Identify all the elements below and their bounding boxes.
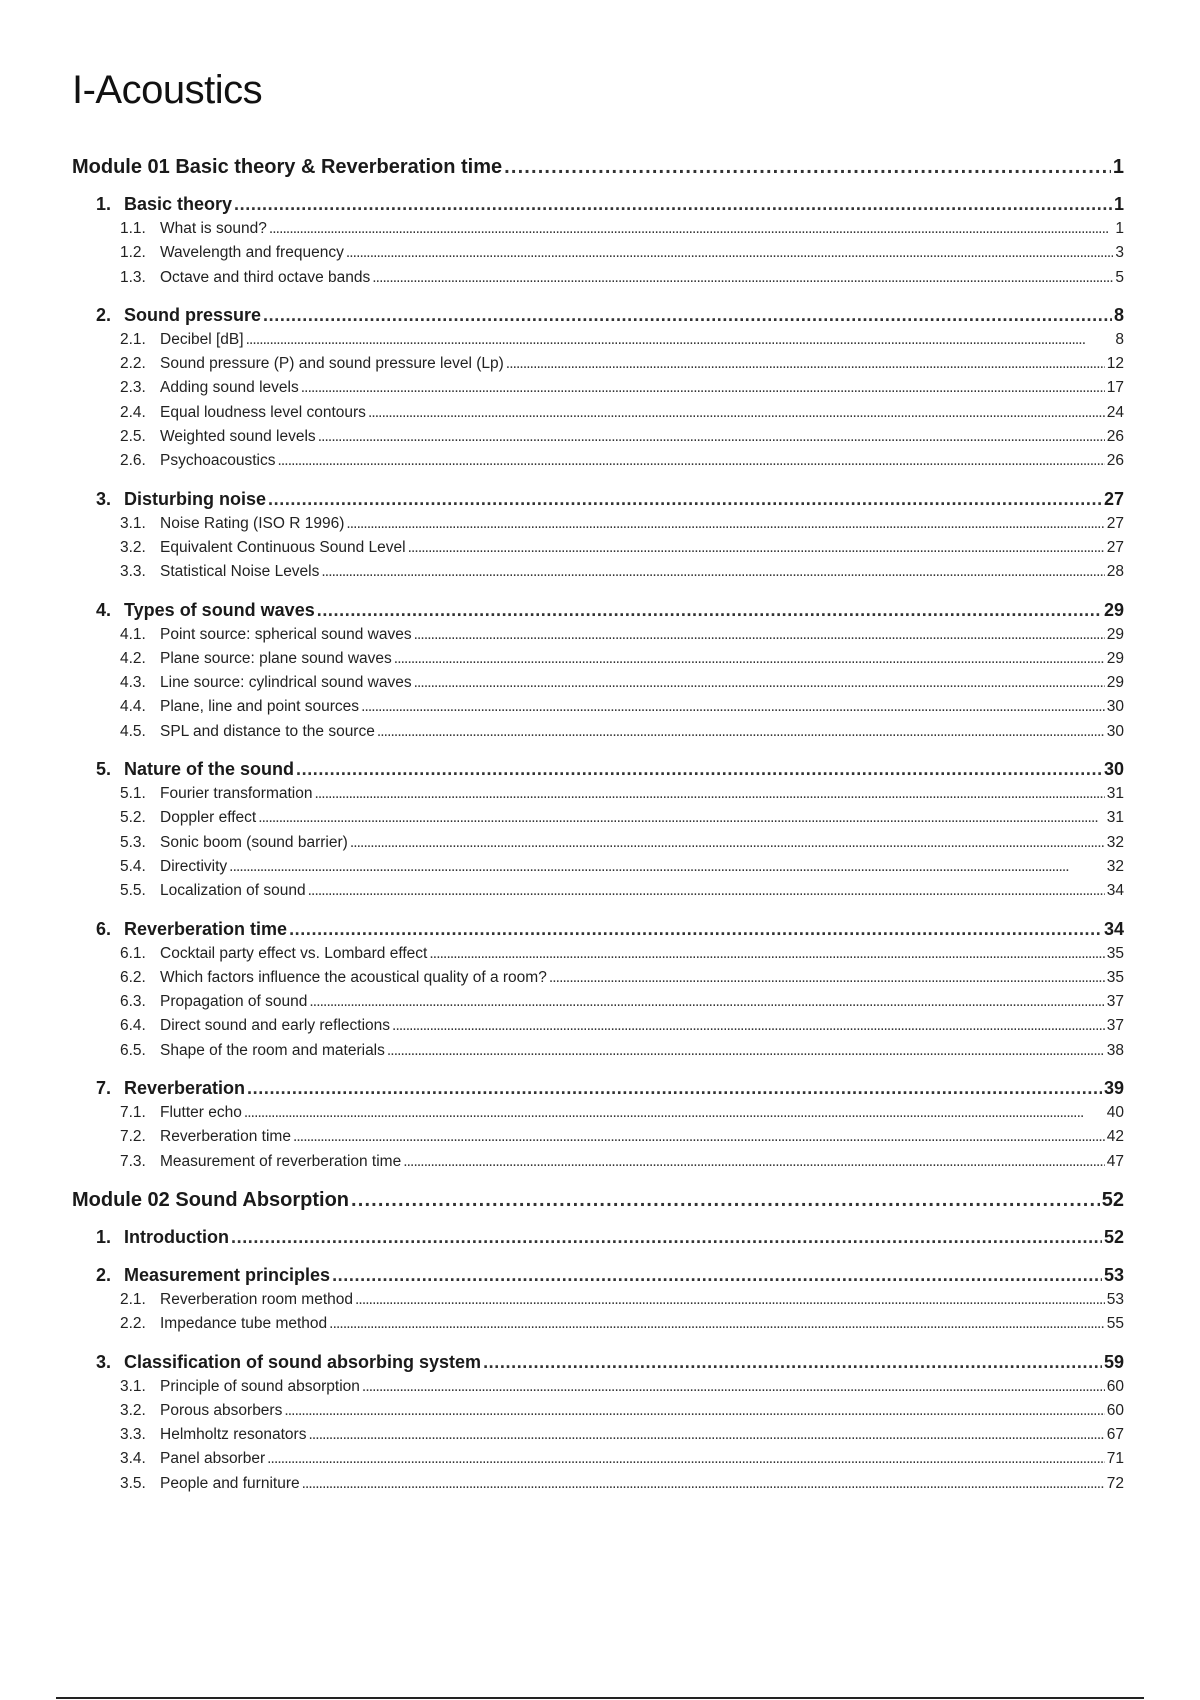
toc-entry-label: Fourier transformation [160,785,313,803]
toc-subsection-entry[interactable] [72,515,1124,539]
dot-leader [372,269,1113,287]
toc-subsection-entry[interactable] [72,379,1124,403]
toc-entry-label: Point source: spherical sound waves [160,625,412,643]
toc-section-entry[interactable] [72,1352,1124,1378]
toc-entry-label: Reverberation [124,1078,246,1099]
toc-entry-number: 3.3. [120,563,146,581]
toc-entry-label: Classification of sound absorbing system [124,1351,482,1372]
dot-leader [269,220,1114,238]
toc-page-number: 55 [1106,1315,1124,1333]
toc-page-number: 53 [1106,1290,1124,1308]
toc-subsection-entry[interactable] [72,698,1124,722]
toc-entry-label: Sound pressure (P) and sound pressure level (Lp) [160,355,504,373]
toc-entry-label: Equal loudness level contours [160,403,366,421]
toc-entry-label: Doppler effect [160,809,257,827]
toc-entry-label: Measurement of reverberation time [160,1152,402,1170]
dot-leader [267,1450,1105,1468]
toc-section-entry[interactable] [72,305,1124,331]
toc-page-number: 27 [1106,538,1124,556]
toc-entry-label: Decibel [dB] [160,330,244,348]
dot-leader [387,1042,1105,1060]
dot-leader [368,404,1105,422]
toc-page-number: 8 [1113,304,1124,325]
toc-entry-number: 1.2. [120,244,146,262]
dot-leader [506,355,1105,373]
toc-entry-label: Statistical Noise Levels [160,563,320,581]
toc-entry-label: Psychoacoustics [160,452,276,470]
dot-leader [244,1104,1105,1122]
toc-subsection-entry[interactable] [72,674,1124,698]
toc-subsection-entry[interactable] [72,355,1124,379]
dot-leader [284,1402,1104,1420]
toc-entry-number: 3.4. [120,1450,146,1468]
toc-page-number: 32 [1106,857,1124,875]
toc-entry-label: Module 01 Basic theory & Reverberation time [72,156,503,178]
toc-entry-number: 5.5. [120,882,146,900]
dot-leader [429,945,1104,963]
dot-leader [268,489,1102,510]
toc-subsection-entry[interactable] [72,969,1124,993]
toc-entry-number: 3.1. [120,514,146,532]
dot-leader [289,919,1102,940]
toc-entry-label: Basic theory [124,194,233,214]
toc-page-number: 53 [1103,1264,1124,1285]
document-title: I-Acoustics [72,68,263,112]
toc-subsection-entry[interactable] [72,1402,1124,1426]
toc-subsection-entry[interactable] [72,244,1124,268]
toc-entry-label: Porous absorbers [160,1401,283,1419]
toc-entry-number: 2. [96,304,112,325]
toc-subsection-entry[interactable] [72,1042,1124,1066]
toc-page-number: 12 [1106,355,1124,373]
toc-subsection-entry[interactable] [72,882,1124,906]
toc-entry-number: 3.3. [120,1426,146,1444]
toc-page-number: 40 [1106,1104,1124,1122]
toc-page-number: 27 [1106,514,1124,532]
toc-page-number: 1 [1112,156,1124,178]
toc-page-number: 24 [1106,403,1124,421]
dot-leader [309,993,1104,1011]
toc-page-number: 59 [1103,1351,1124,1372]
toc-entry-number: 5.4. [120,857,146,875]
toc-entry-label: Measurement principles [124,1264,331,1285]
toc-entry-number: 5.3. [120,833,146,851]
toc-entry-number: 1. [96,194,112,214]
toc-entry-number: 4.1. [120,625,146,643]
dot-leader [332,1265,1102,1286]
dot-leader [246,331,1114,349]
dot-leader [329,1315,1105,1333]
dot-leader [302,1475,1105,1493]
toc-entry-number: 5.2. [120,809,146,827]
toc-entry-number: 2.2. [120,355,146,373]
footer-rule [56,1697,1144,1699]
toc-entry-number: 2.1. [120,1290,146,1308]
toc-section-entry[interactable] [72,1265,1124,1291]
toc-subsection-entry[interactable] [72,1291,1124,1315]
toc-page-number: 27 [1103,488,1124,509]
toc-entry-number: 2.2. [120,1315,146,1333]
toc-subsection-entry[interactable] [72,858,1124,882]
dot-leader [231,1227,1102,1248]
toc-subsection-entry[interactable] [72,404,1124,428]
toc-entry-number: 3.2. [120,538,146,556]
toc-page-number: 72 [1106,1474,1124,1492]
dot-leader [549,969,1105,987]
toc-page-number: 8 [1115,330,1124,348]
toc-subsection-entry[interactable] [72,1128,1124,1152]
toc-page-number: 1 [1113,194,1124,214]
toc-entry-label: Plane, line and point sources [160,698,360,716]
toc-entry-number: 1.3. [120,268,146,286]
toc-subsection-entry[interactable] [72,1450,1124,1474]
toc-page-number: 31 [1106,809,1124,827]
toc-entry-number: 4.4. [120,698,146,716]
toc-page-number: 26 [1106,452,1124,470]
toc-page-number: 29 [1106,674,1124,692]
dot-leader [314,785,1104,803]
toc-entry-number: 6.4. [120,1017,146,1035]
toc-entry-number: 7.1. [120,1104,146,1122]
toc-entry-label: Panel absorber [160,1450,266,1468]
toc-page-number: 1 [1115,220,1124,237]
toc-subsection-entry[interactable] [72,785,1124,809]
dot-leader [263,305,1112,326]
toc-module-entry[interactable] [72,1189,1124,1215]
toc-subsection-entry[interactable] [72,650,1124,674]
toc-entry-label: Reverberation time [160,1128,291,1146]
toc-page-number: 39 [1103,1078,1124,1099]
toc-subsection-entry[interactable] [72,428,1124,452]
dot-leader [362,1378,1105,1396]
toc-page-number: 52 [1103,1226,1124,1247]
dot-leader [346,244,1114,262]
toc-subsection-entry[interactable] [72,539,1124,563]
toc-entry-label: Direct sound and early reflections [160,1017,391,1035]
toc-entry-label: Helmholtz resonators [160,1426,307,1444]
dot-leader [247,1078,1102,1099]
toc-entry-number: 5.1. [120,785,146,803]
dot-leader [229,858,1105,876]
toc-section-entry[interactable] [72,194,1124,220]
toc-subsection-entry[interactable] [72,1315,1124,1339]
toc-entry-label: Disturbing noise [124,488,267,509]
toc-entry-label: Principle of sound absorption [160,1377,360,1395]
toc-module-entry[interactable] [72,156,1124,182]
toc-entry-number: 6.2. [120,968,146,986]
toc-entry-label: SPL and distance to the source [160,722,375,740]
toc-entry-label: Weighted sound levels [160,428,316,446]
dot-leader [296,759,1102,780]
toc-subsection-entry[interactable] [72,452,1124,476]
toc-page-number: 28 [1106,563,1124,581]
toc-entry-label: What is sound? [160,220,267,237]
toc-subsection-entry[interactable] [72,834,1124,858]
toc-page-number: 30 [1106,722,1124,740]
toc-entry-number: 6.5. [120,1041,146,1059]
toc-entry-number: 6. [96,918,112,939]
toc-entry-number: 1.1. [120,220,146,237]
toc-page-number: 42 [1106,1128,1124,1146]
toc-entry-label: Introduction [124,1226,229,1247]
dot-leader [346,515,1104,533]
toc-entry-label: Impedance tube method [160,1315,328,1333]
toc-entry-label: Reverberation time [124,918,288,939]
toc-page-number: 71 [1106,1450,1124,1468]
dot-leader [258,809,1105,827]
toc-page-number: 31 [1106,785,1124,803]
toc-entry-number: 3.5. [120,1474,146,1492]
toc-entry-number: 6.3. [120,993,146,1011]
toc-entry-label: Equivalent Continuous Sound Level [160,538,406,556]
toc-page-number: 67 [1106,1426,1124,1444]
toc-page-number: 60 [1106,1401,1124,1419]
toc-entry-number: 4. [96,599,112,620]
toc-section-entry[interactable] [72,1078,1124,1104]
dot-leader [234,194,1112,215]
toc-entry-number: 6.1. [120,944,146,962]
toc-section-entry[interactable] [72,489,1124,515]
toc-entry-label: Sonic boom (sound barrier) [160,833,348,851]
toc-section-entry[interactable] [72,1227,1124,1253]
toc-entry-number: 5. [96,759,112,780]
dot-leader [350,834,1105,852]
toc-entry-label: Module 02 Sound Absorption [72,1188,350,1211]
toc-entry-number: 4.5. [120,722,146,740]
toc-subsection-entry[interactable] [72,1104,1124,1128]
toc-entry-label: Adding sound levels [160,379,299,397]
toc-entry-number: 2.1. [120,330,146,348]
toc-page-number: 38 [1106,1041,1124,1059]
toc-page-number: 60 [1106,1377,1124,1395]
toc-entry-label: Flutter echo [160,1104,242,1122]
toc-subsection-entry[interactable] [72,1378,1124,1402]
toc-subsection-entry[interactable] [72,945,1124,969]
dot-leader [293,1128,1105,1146]
toc-entry-label: People and furniture [160,1474,300,1492]
toc-subsection-entry[interactable] [72,723,1124,747]
toc-entry-number: 4.3. [120,674,146,692]
toc-page-number: 35 [1106,968,1124,986]
toc-page-number: 37 [1106,1017,1124,1035]
toc-subsection-entry[interactable] [72,1153,1124,1177]
toc-page-number: 34 [1103,918,1124,939]
toc-page-number: 30 [1103,759,1124,780]
toc-page-number: 37 [1106,993,1124,1011]
dot-leader [504,156,1111,179]
toc-entry-label: Propagation of sound [160,993,308,1011]
toc-page-number: 35 [1106,944,1124,962]
toc-entry-number: 3. [96,1351,112,1372]
toc-entry-number: 1. [96,1226,112,1247]
toc-entry-label: Noise Rating (ISO R 1996) [160,514,345,532]
dot-leader [301,379,1105,397]
toc-page-number: 52 [1101,1188,1124,1211]
toc-entry-number: 3.2. [120,1401,146,1419]
toc-subsection-entry[interactable] [72,809,1124,833]
toc-entry-label: Types of sound waves [124,599,315,620]
toc-entry-label: Cocktail party effect vs. Lombard effect [160,944,428,962]
dot-leader [321,563,1104,581]
toc-entry-label: Line source: cylindrical sound waves [160,674,412,692]
toc-entry-label: Localization of sound [160,882,306,900]
toc-entry-number: 2.5. [120,428,146,446]
toc-entry-number: 2.6. [120,452,146,470]
toc-section-entry[interactable] [72,759,1124,785]
toc-entry-label: Which factors influence the acoustical quality of a room? [160,968,547,986]
dot-leader [483,1352,1102,1373]
dot-leader [392,1017,1105,1035]
dot-leader [317,600,1102,621]
toc-page-number: 17 [1106,379,1124,397]
toc-page-number: 30 [1106,698,1124,716]
toc-page-number: 5 [1115,268,1124,286]
toc-entry-number: 2. [96,1264,112,1285]
toc-entry-label: Plane source: plane sound waves [160,649,392,667]
dot-leader [394,650,1105,668]
toc-entry-number: 7. [96,1078,112,1099]
toc-subsection-entry[interactable] [72,993,1124,1017]
toc-entry-label: Sound pressure [124,304,262,325]
toc-entry-label: Nature of the sound [124,759,294,780]
toc-entry-label: Shape of the room and materials [160,1041,385,1059]
toc-subsection-entry[interactable] [72,269,1124,293]
dot-leader [308,882,1105,900]
toc-page-number: 47 [1106,1152,1124,1170]
dot-leader [414,626,1105,644]
toc-subsection-entry[interactable] [72,1426,1124,1450]
toc-page-number: 34 [1106,882,1124,900]
dot-leader [308,1426,1104,1444]
toc-page-number: 29 [1106,625,1124,643]
toc-subsection-entry[interactable] [72,331,1124,355]
toc-entry-number: 7.2. [120,1128,146,1146]
toc-entry-label: Directivity [160,857,228,875]
toc-entry-number: 2.3. [120,379,146,397]
dot-leader [361,698,1105,716]
toc-entry-label: Octave and third octave bands [160,268,371,286]
dot-leader [403,1153,1105,1171]
toc-entry-label: Reverberation room method [160,1290,353,1308]
toc-section-entry[interactable] [72,919,1124,945]
dot-leader [277,452,1104,470]
toc-section-entry[interactable] [72,600,1124,626]
dot-leader [377,723,1105,741]
dot-leader [414,674,1105,692]
toc-entry-label: Wavelength and frequency [160,244,344,262]
toc-page-number: 3 [1115,244,1124,262]
toc-page-number: 29 [1106,649,1124,667]
toc-entry-number: 3.1. [120,1377,146,1395]
toc-entry-number: 3. [96,488,112,509]
dot-leader [355,1291,1105,1309]
dot-leader [351,1189,1100,1212]
toc-subsection-entry[interactable] [72,1017,1124,1041]
toc-entry-number: 2.4. [120,403,146,421]
dot-leader [408,539,1105,557]
toc-subsection-entry[interactable] [72,626,1124,650]
toc-entry-number: 4.2. [120,649,146,667]
toc-subsection-entry[interactable] [72,563,1124,587]
toc-page-number: 29 [1103,599,1124,620]
toc-page-number: 32 [1106,833,1124,851]
dot-leader [318,428,1105,446]
table-of-contents [72,156,1124,1499]
toc-subsection-entry[interactable] [72,1475,1124,1499]
toc-subsection-entry[interactable] [72,220,1124,244]
toc-entry-number: 7.3. [120,1152,146,1170]
toc-page-number: 26 [1106,428,1124,446]
